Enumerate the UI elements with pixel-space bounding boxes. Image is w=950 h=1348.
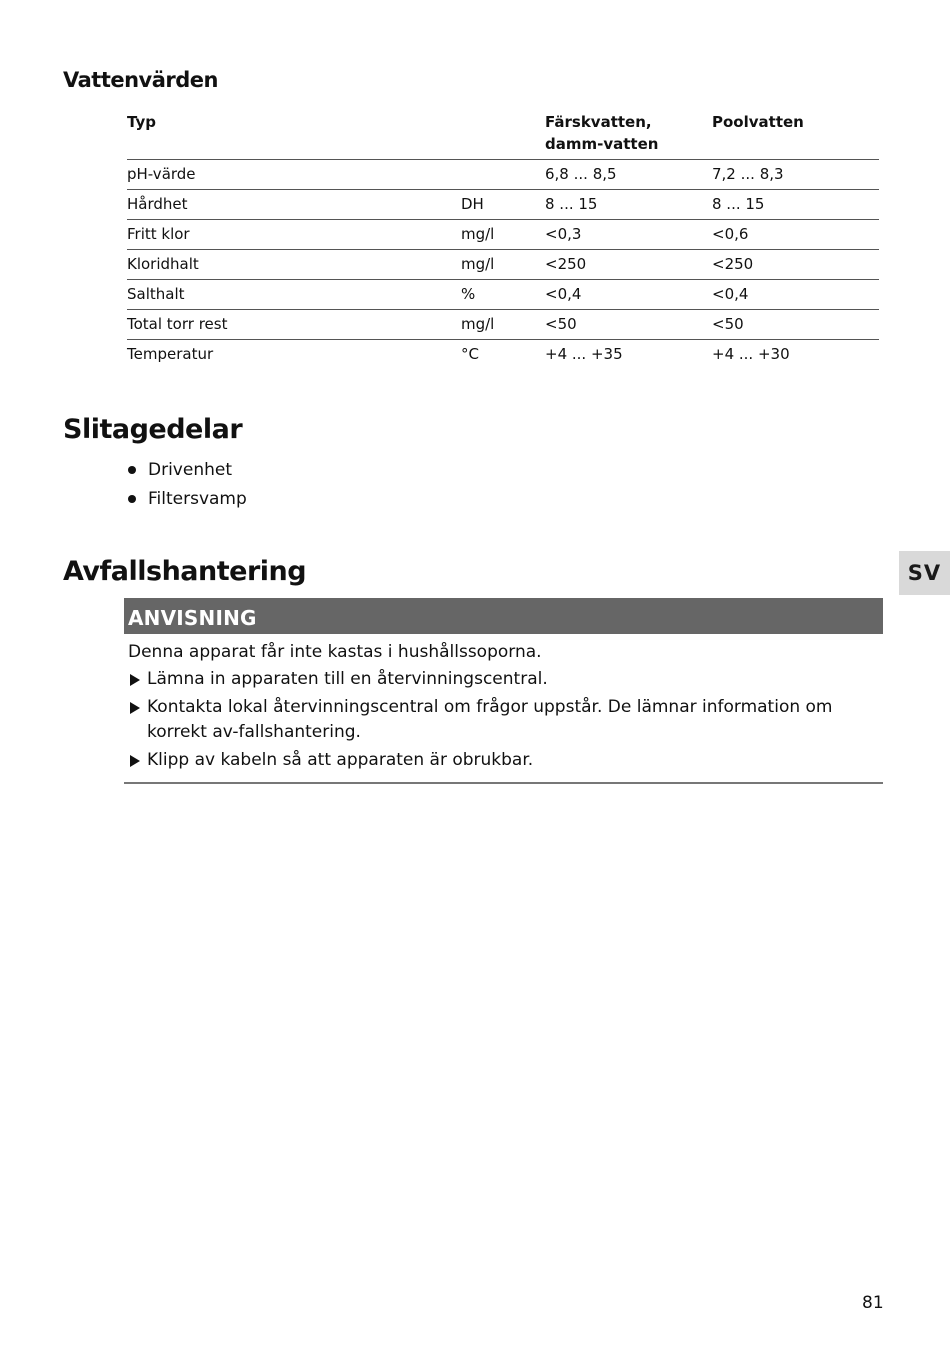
cell-freshwater: <50	[545, 310, 712, 340]
cell-poolwater: <0,6	[712, 220, 879, 250]
table-row	[127, 190, 879, 220]
list-item-label: Drivenhet	[148, 460, 232, 480]
cell-unit: mg/l	[461, 250, 545, 280]
cell-type: Fritt klor	[127, 220, 461, 250]
cell-freshwater: 6,8 ... 8,5	[545, 160, 712, 190]
cell-poolwater: 8 ... 15	[712, 190, 879, 220]
language-tab: SV	[899, 551, 950, 595]
column-header-poolwater: Poolvatten	[712, 111, 879, 160]
notice-body	[124, 634, 883, 773]
column-header-unit	[461, 111, 545, 160]
cell-type: Temperatur	[127, 345, 214, 363]
column-header-freshwater-text: Färskvatten, damm-vatten	[545, 113, 659, 153]
cell-unit: mg/l	[461, 220, 545, 250]
cell-poolwater: <50	[712, 310, 879, 340]
step-text: Lämna in apparaten till en återvinningscentral.	[147, 669, 548, 689]
cell-freshwater: <0,3	[545, 220, 712, 250]
list-item	[128, 695, 883, 745]
notice-label: ANVISNING	[124, 598, 883, 634]
bullet-icon	[128, 495, 136, 503]
cell-unit: °C	[461, 345, 479, 363]
cell-poolwater: <250	[712, 250, 879, 280]
list-item-label: Filtersvamp	[148, 489, 247, 509]
notice-box	[124, 598, 883, 784]
cell-type: Salthalt	[127, 280, 461, 310]
cell-unit: mg/l	[461, 310, 545, 340]
bullet-icon	[128, 466, 136, 474]
cell-freshwater: <250	[545, 250, 712, 280]
notice-steps	[128, 667, 883, 773]
step-text: Klipp av kabeln så att apparaten är obrukbar.	[147, 750, 534, 770]
list-item	[128, 748, 883, 773]
notice-intro: Denna apparat får inte kastas i hushållssoporna.	[128, 642, 542, 662]
triangle-right-icon	[130, 674, 140, 686]
table-row	[127, 220, 879, 250]
triangle-right-icon	[130, 702, 140, 714]
cell-type: Kloridhalt	[127, 250, 461, 280]
table-row	[127, 310, 879, 340]
table-row	[127, 280, 879, 310]
cell-unit	[461, 160, 545, 190]
column-header-type: Typ	[127, 111, 461, 160]
disposal-heading: Avfallshantering	[63, 556, 307, 587]
wear-parts-heading: Slitagedelar	[63, 414, 243, 445]
cell-freshwater: 8 ... 15	[545, 190, 712, 220]
cell-freshwater: <0,4	[545, 280, 712, 310]
step-text: Kontakta lokal återvinningscentral om frågor uppstår. De lämnar information om korrekt av-fallshantering.	[147, 697, 833, 742]
cell-poolwater: +4 ... +30	[712, 345, 790, 363]
page-number: 81	[862, 1293, 884, 1313]
cell-unit: DH	[461, 190, 545, 220]
list-item	[127, 458, 247, 487]
table-header-row	[127, 111, 879, 160]
table-row	[127, 250, 879, 280]
cell-type: Hårdhet	[127, 190, 461, 220]
water-values-heading: Vattenvärden	[63, 68, 218, 92]
cell-type: pH-värde	[127, 160, 461, 190]
water-values-table	[127, 111, 879, 369]
table-row	[127, 340, 879, 370]
cell-unit: %	[461, 280, 545, 310]
triangle-right-icon	[130, 755, 140, 767]
wear-parts-list	[127, 458, 247, 516]
cell-poolwater: 7,2 ... 8,3	[712, 160, 879, 190]
table-row	[127, 160, 879, 190]
list-item	[128, 667, 883, 692]
cell-type: Total torr rest	[127, 310, 461, 340]
list-item	[127, 487, 247, 516]
cell-freshwater: +4 ... +35	[545, 345, 623, 363]
column-header-freshwater	[545, 111, 712, 160]
cell-poolwater: <0,4	[712, 280, 879, 310]
